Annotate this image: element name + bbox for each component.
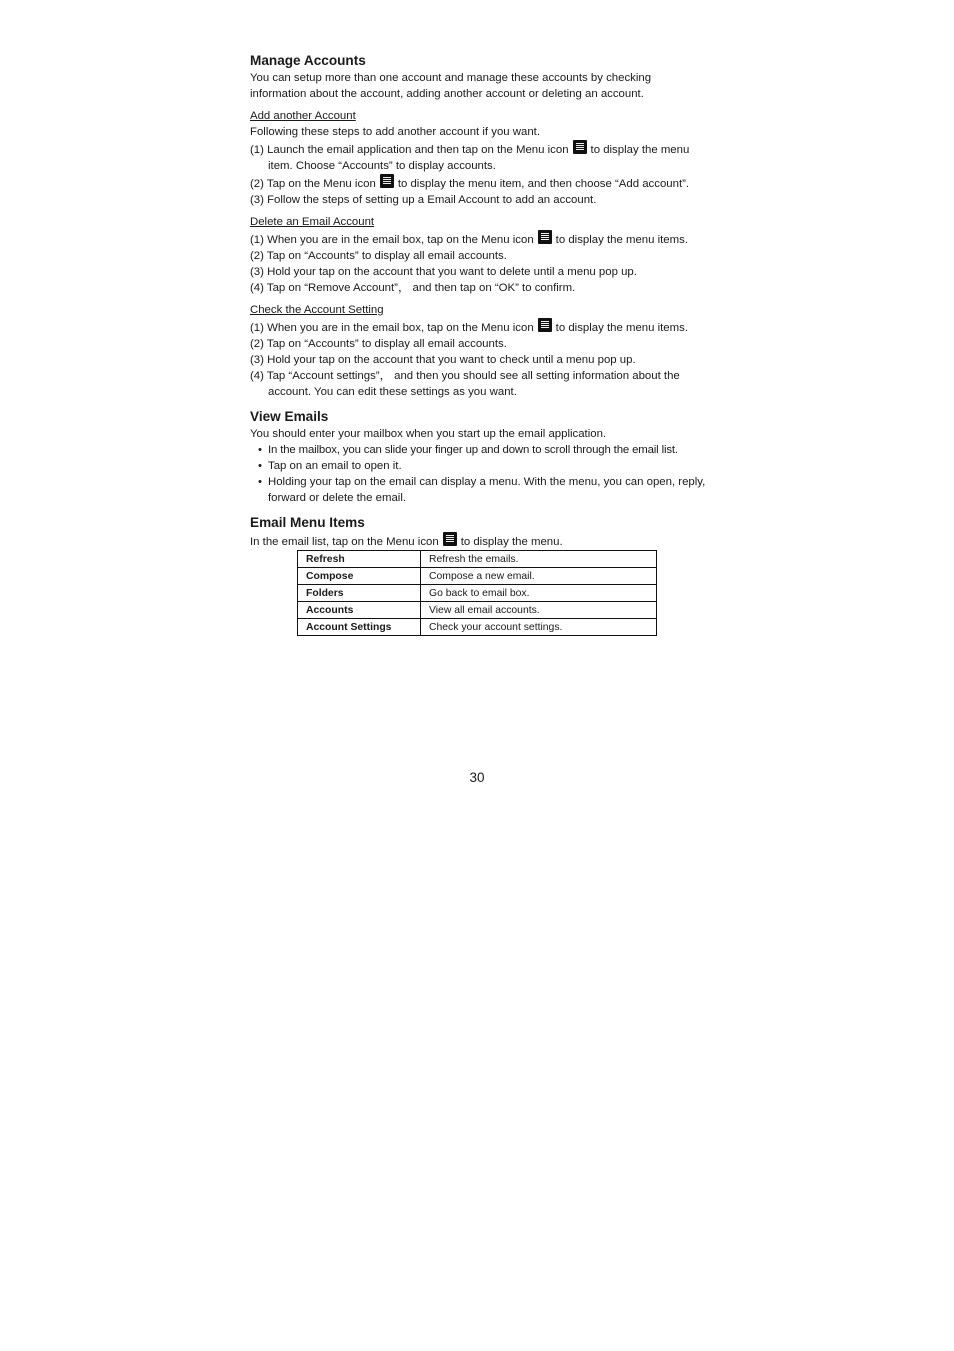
menu-item-name: Refresh	[298, 551, 421, 568]
menu-item-description: Refresh the emails.	[421, 551, 657, 568]
menu-icon	[573, 140, 587, 154]
delete-step-3: (3) Hold your tap on the account that you want to delete until a menu pop up.	[250, 266, 637, 278]
menu-icon	[443, 532, 457, 546]
menu-item-name: Folders	[298, 585, 421, 602]
check-step-2: (2) Tap on “Accounts” to display all email accounts.	[250, 338, 507, 350]
menu-icon	[380, 174, 394, 188]
delete-step-1: (1) When you are in the email box, tap on the Menu icon to display the menu items.	[250, 230, 710, 248]
menu-item-name: Accounts	[298, 602, 421, 619]
list-item: • Holding your tap on the email can display a menu. With the menu, you can open, reply, forward or delete the email.	[258, 476, 706, 504]
check-step-1: (1) When you are in the email box, tap on the Menu icon to display the menu items.	[250, 318, 710, 336]
subheading-check-setting: Check the Account Setting	[250, 304, 384, 316]
page-number: 30	[469, 770, 485, 785]
menu-icon	[538, 318, 552, 332]
add-step-1: (1) Launch the email application and then tap on the Menu icon to display the menu item. Choose “Accounts” to display accounts.	[250, 140, 710, 174]
bullet-icon: •	[258, 444, 262, 456]
add-step-2: (2) Tap on the Menu icon to display the menu item, and then choose “Add account”.	[250, 174, 710, 192]
menu-item-name: Compose	[298, 568, 421, 585]
table-row	[298, 602, 657, 619]
subheading-delete-account: Delete an Email Account	[250, 216, 375, 228]
menu-icon	[538, 230, 552, 244]
view-emails-section	[250, 408, 710, 506]
delete-step-4: (4) Tap on “Remove Account”， and then tap on “OK” to confirm.	[250, 282, 576, 294]
section-title-email-menu-items: Email Menu Items	[250, 515, 365, 530]
check-step-4: (4) Tap “Account settings”， and then you should see all setting information about the account. You can edit these settings as you want.	[250, 370, 680, 398]
check-step-3: (3) Hold your tap on the account that you want to check until a menu pop up.	[250, 354, 636, 366]
manual-page	[250, 52, 710, 636]
section-title-manage-accounts: Manage Accounts	[250, 53, 366, 68]
table-row	[298, 551, 657, 568]
delete-step-2: (2) Tap on “Accounts” to display all email accounts.	[250, 250, 507, 262]
table-row	[298, 619, 657, 636]
email-menu-items-section	[250, 514, 710, 636]
bullet-icon: •	[258, 460, 262, 472]
bullet-icon: •	[258, 476, 262, 488]
menu-item-description: Go back to email box.	[421, 585, 657, 602]
menu-item-description: Check your account settings.	[421, 619, 657, 636]
list-item: • In the mailbox, you can slide your finger up and down to scroll through the email list.	[258, 444, 678, 456]
menu-item-name: Account Settings	[298, 619, 421, 636]
section-title-view-emails: View Emails	[250, 409, 329, 424]
email-menu-table	[297, 550, 657, 636]
table-row	[298, 585, 657, 602]
view-intro: You should enter your mailbox when you start up the email application.	[250, 428, 607, 440]
table-row	[298, 568, 657, 585]
add-step-3: (3) Follow the steps of setting up a Email Account to add an account.	[250, 194, 597, 206]
subheading-add-account: Add another Account	[250, 110, 356, 122]
add-lead: Following these steps to add another account if you want.	[250, 126, 541, 138]
menu-item-description: View all email accounts.	[421, 602, 657, 619]
list-item: • Tap on an email to open it.	[258, 460, 402, 472]
menu-item-description: Compose a new email.	[421, 568, 657, 585]
manage-intro: You can setup more than one account and manage these accounts by checking information about the account, adding another account or deleting an account.	[250, 72, 652, 100]
menu-items-intro: In the email list, tap on the Menu icon to display the menu.	[250, 532, 710, 550]
